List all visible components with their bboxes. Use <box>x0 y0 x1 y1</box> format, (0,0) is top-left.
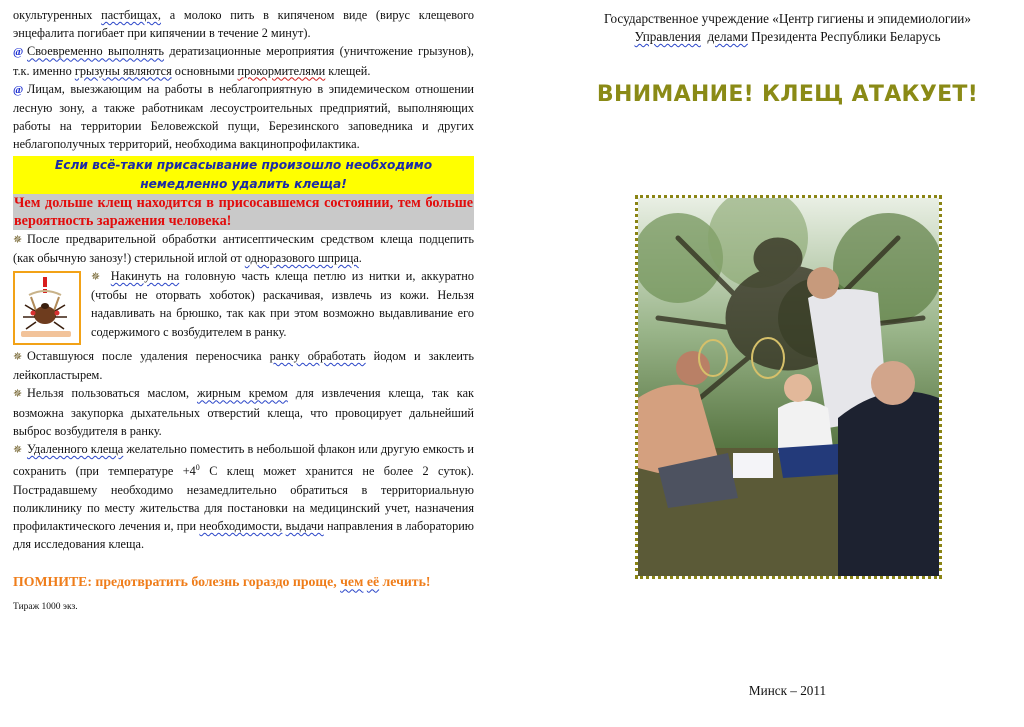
star-bullet-icon: ✵ <box>13 233 23 246</box>
spiral-bullet-icon: @ <box>13 46 24 59</box>
star-bullet-icon: ✵ <box>91 271 101 284</box>
highlight-infection-risk: Чем дольше клещ находится в присосавшемся состоянии, тем больше вероятность заражения человека! <box>14 194 473 229</box>
left-column <box>13 6 474 616</box>
paragraph-needle: ✵ После предварительной обработки антисептическим средством клеща подцепить (как обычную занозу!) стерильной иглой от одноразового шприца. <box>13 231 474 265</box>
paragraph-pasture: окультуренных пастбищах, а молоко пить в кипяченом виде (вирус клещевого энцефалита погибает при кипячении в течение 2 минут). <box>13 8 474 41</box>
star-bullet-icon: ✵ <box>13 351 23 364</box>
organization-line-2: Управления делами Президента Республики Беларусь <box>634 29 941 44</box>
organization-header <box>565 10 1010 46</box>
paragraph-thread-loop: ✵ Накинуть на головную часть клеща петлю из нитки и, аккуратно (чтобы не оторвать хоботок) раскачивая, извлечь из кожи. Нельзя надавливать на брюшко, так как при этом возможно выдавливание его содержимого с возбудителем в ранку. <box>91 269 474 339</box>
paragraph-no-oil: ✵ Нельзя пользоваться маслом, жирным кремом для извлечения клеща, так как возможна закупорка дыхательных отверстий клеща, что провоцирует дальнейший выброс возбудителя в ранку. <box>13 386 475 438</box>
city-year: Минск – 2011 <box>748 683 827 698</box>
paragraph-vaccination: @ Лицам, выезжающим на работы в неблагоприятную в эпидемическом отношении лесную зону, а также работникам лесоустроительных предприятий, выполняющих работы на территории Беловежской пущи, Березинского заповедника и других неблагополучных территорий, необходима вакцинопрофилактика. <box>13 81 474 152</box>
paragraph-store-tick: ✵ Удаленного клеща желательно поместить в небольшой флакон или другую емкость и сохранить (при температуре $+4^0$ С клещ может хранится не более 2 суток). Пострадавшему необходимо незамедлительно обратиться в территориальную поликлинику по месту жительства для постановки на медицинский учет, назначения профилактического лечения и, при необходимости, выдачи направления в лабораторию для исследования клеща. <box>13 442 474 552</box>
page-title: ВНИМАНИЕ! КЛЕЩ АТАКУЕТ! <box>596 82 979 107</box>
print-run: Тираж 1000 экз. <box>13 601 78 612</box>
paragraph-iodine: ✵ Оставшуюся после удаления переносчика ранку обработать йодом и заклеить лейкопластырем. <box>13 349 474 383</box>
people-in-forest-photo <box>635 195 942 579</box>
highlight-remove-tick: Если всё-таки присасывание произошло необходимо немедленно удалить клеща! <box>13 156 474 194</box>
tick-removal-icon <box>13 271 81 345</box>
remember-slogan: ПОМНИТЕ: предотвратить болезнь гораздо проще, чем её лечить! <box>13 574 431 590</box>
spiral-bullet-icon: @ <box>13 83 24 96</box>
paragraph-deratization: @ Своевременно выполнять дератизационные мероприятия (уничтожение грызунов), т.к. именно грызуны являются основными прокормителями клещей. <box>13 44 474 78</box>
star-bullet-icon: ✵ <box>13 388 23 401</box>
organization-line-1: Государственное учреждение «Центр гигиены и эпидемиологии» <box>604 11 971 26</box>
star-bullet-icon: ✵ <box>13 444 23 457</box>
